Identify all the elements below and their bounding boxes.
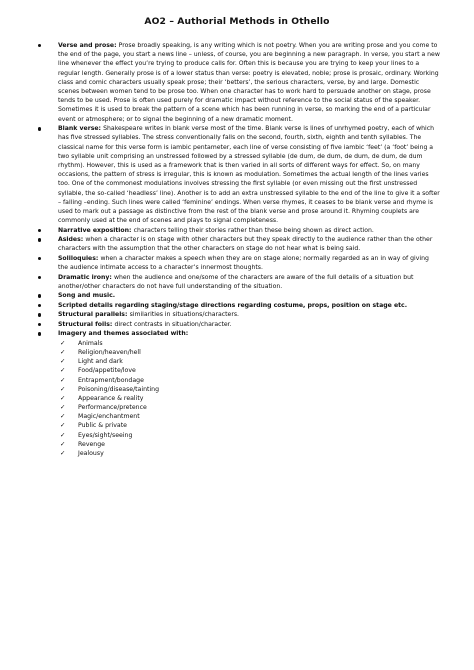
theme-item [58,412,440,421]
method-description: when a character is on stage with other characters but they speak directly to the audience rather than the other characters with the assumption that the other characters on stage do not hear what is being said. [58,236,433,253]
checkmark-icon: ✓ [60,384,66,393]
method-label: Dramatic irony [58,273,110,281]
method-item [34,320,440,329]
method-description: when a character makes a speech when they are on stage alone; normally regarded as an in way of giving the audience intimate access to a character’s innermost thoughts. [58,254,429,272]
method-label: Verse and prose [58,42,115,49]
theme-item [58,431,440,440]
label-separator: : [109,273,114,281]
theme-item [58,440,440,449]
label-separator: : [124,311,130,319]
method-item [34,329,440,458]
theme-item [58,357,440,366]
method-item [34,291,440,300]
bullet-icon [38,238,41,241]
label-separator: : [95,254,101,262]
method-description: similarities in situations/characters. [129,311,240,319]
method-item [34,273,440,291]
bullet-icon [38,332,41,335]
theme-label: Performance/pretence [78,404,147,412]
checkmark-icon: ✓ [60,448,66,457]
method-item [34,310,440,319]
checkmark-icon: ✓ [60,439,66,448]
bullet-icon [38,313,41,316]
theme-label: Food/appetite/love [78,367,136,375]
theme-item [58,385,440,394]
checkmark-icon: ✓ [60,366,66,375]
checkmark-icon: ✓ [60,430,66,439]
method-label: Asides [58,236,81,244]
theme-label: Eyes/sight/seeing [78,431,133,439]
checkmark-icon: ✓ [60,375,66,384]
theme-label: Magic/enchantment [78,413,140,421]
bullet-icon [38,294,41,297]
bullet-icon [38,257,41,260]
methods-list [34,41,440,458]
method-description: Prose broadly speaking, is any writing which is not poetry. When you are writing prose and you come to the end of the page, you start a news line – unless, of course, you are beginning a new paragraph. In verse, you start a new line whenever the effect you’re trying to produce calls for. Often this is because you are trying to keep your lines to a regular length. Generally prose is of a lower status than verse: poetry is elevated, noble; prose is prosaic, ordinary. Working class and comic characters usually speak prose; their ‘betters’, the serious characters, verse, by and large. Domestic scenes between women tend to be prose too. When one character has to work hard to persuade another on stage, prose tends to be used. Prose is often used purely for dramatic impact without reference to the social status of the speaker. Sometimes it is used to break the pattern of a scene which has been running in verse, so marking the end of a particular event or atmosphere; or to signal the beginning of a new dramatic moment. [58,42,440,123]
method-item [34,254,440,272]
theme-label: Revenge [78,440,105,448]
checkmark-icon: ✓ [60,421,66,430]
checkmark-icon: ✓ [60,338,66,347]
theme-label: Entrapment/bondage [78,376,144,384]
method-description: when the audience and one/some of the characters are aware of the full details of a situation but another/other characters do not have full understanding of the situation. [58,273,414,290]
method-item [34,226,440,235]
checkmark-icon: ✓ [60,393,66,402]
method-label: Narrative exposition [58,226,129,234]
bullet-icon [38,323,41,326]
theme-label: Light and dark [78,358,123,366]
theme-item [58,394,440,403]
theme-item [58,449,440,458]
theme-label: Appearance & reality [78,394,144,402]
method-item [34,235,440,253]
method-item [34,41,440,124]
label-separator: : [114,42,119,49]
method-label: Imagery and themes associated with: [58,330,189,338]
method-label: Song and music. [58,292,116,300]
label-separator: : [128,226,134,234]
bullet-icon [38,304,41,307]
checkmark-icon: ✓ [60,403,66,412]
theme-item [58,421,440,430]
bullet-icon [38,276,41,279]
method-description: Shakespeare writes in blank verse most of the time. Blank verse is lines of unrhymed poetry, each of which has five stressed syllables. The stress conventionally falls on the second, fourth, sixth, eighth and tenth syllables. The classical name for this verse form is iambic pentameter, each line of verse consisting of five iambic ‘feet’ (a ‘foot’ being a two syllable unit comprising an unstressed followed by a stressed syllable (de dum, de dum, de dum, de dum, de dum rhythm). However, this is used as a framework that is then varied in all sorts of different ways for effect. So, on many occasions, the pattern of stress is irregular, this is known as modulation. Sometimes the actual length of the lines varies too. One of the commonest modulations involves stressing the first syllable (or even missing out the first unstressed syllable, the so-called ‘headless’ line). Another is to add an extra unstressed syllable to the end of the line to give it a softer – falling –ending. Such lines were called ‘feminine’ endings. When verse rhymes, it ceases to be blank verse and rhyme is used to mark out a passage as distinctive from the rest of the blank verse and prose around it. Rhyming couplets are commonly used at the end of scenes and plays to signal completeness. [58,125,440,225]
theme-item [58,366,440,375]
bullet-icon [38,229,41,232]
theme-item [58,339,440,348]
theme-label: Animals [78,339,103,347]
label-separator: : [80,236,86,244]
method-description: direct contrasts in situation/character. [114,320,232,328]
method-description: characters telling their stories rather than these being shown as direct action. [133,226,374,234]
method-label: Structural foils [58,320,110,328]
checkmark-icon: ✓ [60,357,66,366]
label-separator: : [109,320,115,328]
theme-item [58,348,440,357]
label-separator: : [98,125,104,133]
checkmark-icon: ✓ [60,348,66,357]
theme-label: Religion/heaven/hell [78,349,141,357]
checkmark-icon: ✓ [60,412,66,421]
method-label: Soliloquies [58,254,96,262]
bullet-icon [38,127,41,130]
theme-label: Poisoning/disease/tainting [78,385,160,393]
page-title: AO2 – Authorial Methods in Othello [144,16,330,27]
method-label: Scripted details regarding staging/stage directions regarding costume, props, position on stage etc. [58,301,408,309]
theme-item [58,376,440,385]
theme-label: Public & private [78,422,127,430]
method-item [34,124,440,225]
themes-list [58,339,440,458]
method-label: Structural parallels [58,311,125,319]
theme-item [58,403,440,412]
theme-label: Jealousy [78,449,104,457]
bullet-icon [38,44,41,47]
method-item [34,301,440,310]
method-label: Blank verse [58,125,99,133]
